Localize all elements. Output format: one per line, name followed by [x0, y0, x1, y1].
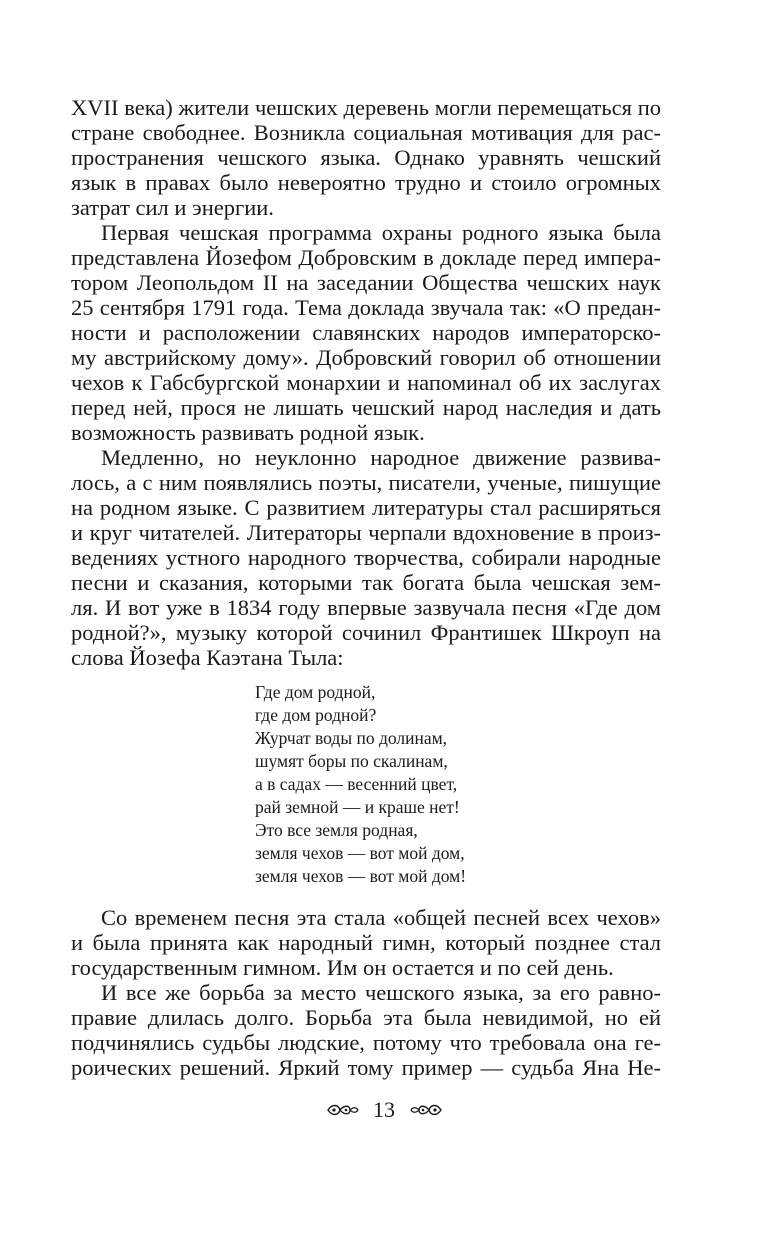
text-line: стране свободнее. Возникла социальная мотивация для рас- — [71, 120, 661, 145]
text-line: му австрийскому дому». Добровский говорил об отношении — [71, 345, 661, 370]
text-line: Первая чешская программа охраны родного языка была — [101, 220, 661, 245]
text-line: тором Леопольдом II на заседании Общества чешских наук — [71, 270, 661, 295]
poem-line: Это все земля родная, — [255, 820, 418, 840]
text-line: и была принята как народный гимн, который позднее стал — [71, 930, 661, 955]
text-line: роических решений. Яркий тому пример — судьба Яна Не- — [71, 1055, 661, 1080]
poem-line: Журчат воды по долинам, — [255, 728, 448, 748]
poem-line: рай земной — и краше нет! — [255, 797, 460, 817]
text-line: перед ней, прося не лишать чешский народ наследия и дать — [71, 395, 661, 420]
text-line: песни и сказания, которыми так богата была чешская зем- — [71, 570, 661, 595]
text-line: пространения чешского языка. Однако уравнять чешский — [71, 145, 661, 170]
text-line: слова Йозефа Каэтана Тыла: — [71, 645, 344, 670]
page-folio — [0, 1094, 768, 1124]
text-line: на родном языке. С развитием литературы стал расширяться — [71, 495, 661, 520]
poem-line: земля чехов — вот мой дом, — [255, 843, 465, 863]
text-line: подчинялись судьбы людские, потому что требовала она ге- — [71, 1030, 661, 1055]
text-line: и круг читателей. Литераторы черпали вдохновение в произ- — [71, 520, 661, 545]
text-line: родной?», музыку которой сочинил Франтишек Шкроуп на — [71, 620, 661, 645]
text-line: 25 сентября 1791 года. Тема доклада звучала так: «О предан- — [71, 295, 661, 320]
poem-line: земля чехов — вот мой дом! — [255, 866, 467, 886]
text-line: затрат сил и энергии. — [71, 195, 274, 220]
text-line: XVII века) жители чешских деревень могли перемещаться по — [71, 95, 661, 120]
poem-line: а в садах — весенний цвет, — [255, 774, 458, 794]
fleuron-right-icon — [409, 1102, 443, 1118]
text-line: язык в правах было невероятно трудно и стоило огромных — [71, 170, 661, 195]
text-line: Медленно, но неуклонно народное движение развива- — [101, 445, 661, 470]
text-line: ведениях устного народного творчества, собирали народные — [71, 545, 661, 570]
text-line: государственным гимном. Им он остается и по сей день. — [71, 955, 614, 980]
text-line: ности и расположении славянских народов императорско- — [71, 320, 661, 345]
page-number: 13 — [373, 1096, 395, 1122]
text-line: И все же борьба за место чешского языка, за его равно- — [101, 980, 661, 1005]
poem-line: где дом родной? — [255, 705, 377, 725]
text-line: Со временем песня эта стала «общей песней всех чехов» — [101, 905, 661, 930]
text-line: правие длилась долго. Борьба эта была невидимой, но ей — [71, 1005, 661, 1030]
text-line: чехов к Габсбургской монархии и напоминал об их заслугах — [71, 370, 661, 395]
text-line: лось, а с ним появлялись поэты, писатели, ученые, пишущие — [71, 470, 661, 495]
fleuron-left-icon — [326, 1102, 360, 1118]
poem-line: шумят боры по скалинам, — [255, 751, 448, 771]
text-line: представлена Йозефом Добровским в докладе перед импера- — [71, 245, 661, 270]
poem-line: Где дом родной, — [255, 682, 376, 702]
text-line: возможность развивать родной язык. — [71, 420, 425, 445]
text-line: ля. И вот уже в 1834 году впервые зазвучала песня «Где дом — [71, 595, 661, 620]
